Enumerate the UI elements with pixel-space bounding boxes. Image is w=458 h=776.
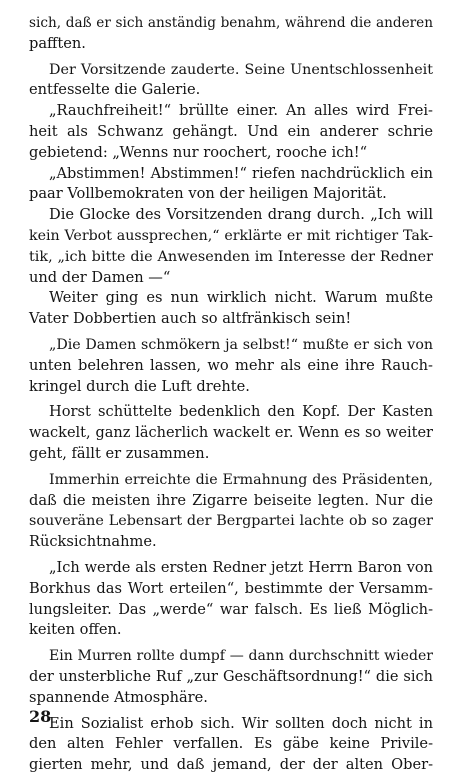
- text-line: unten belehren lassen, wo mehr als eine ihre Rauch-: [29, 356, 433, 374]
- text-line: heit als Schwanz gehängt. Und ein anderer schrie: [29, 122, 433, 140]
- text-line: Ein Murren rollte dumpf — dann durchschnitt wieder: [49, 648, 433, 665]
- text-line: Der Vorsitzende zauderte. Seine Unentschlossenheit: [49, 61, 433, 78]
- text-line: souveräne Lebensart der Bergpartei lachte ob so zager: [29, 513, 433, 530]
- body-text: [29, 13, 433, 776]
- text-line: den alten Fehler verfallen. Es gäbe keine Privile-: [29, 735, 433, 753]
- text-line: Immerhin erreichte die Ermahnung des Präsidenten,: [49, 471, 433, 488]
- text-line: „Die Damen schmökern ja selbst!“ mußte er sich von: [49, 336, 433, 353]
- text-line: „Ich werde als ersten Redner jetzt Herrn Baron von: [49, 559, 433, 576]
- text-line: kringel durch die Luft drehte.: [29, 377, 250, 395]
- text-line: wackelt, ganz lächerlich wackelt er. Wenn es so weiter: [29, 425, 433, 442]
- text-line: pafften.: [29, 34, 86, 52]
- text-line: „Rauchfreiheit!“ brüllte einer. An alles wird Frei-: [49, 102, 433, 120]
- text-line: „Abstimmen! Abstimmen!“ riefen nachdrücklich ein: [49, 165, 433, 182]
- text-line: Weiter ging es nun wirklich nicht. Warum mußte: [49, 289, 433, 307]
- text-line: Rücksichtnahme.: [29, 533, 157, 551]
- text-line: Borkhus das Wort erteilen“, bestimmte der Versamm-: [29, 579, 433, 597]
- page-number: 28: [29, 707, 52, 726]
- text-line: Horst schüttelte bedenklich den Kopf. Der Kasten: [49, 403, 433, 421]
- text-line: spannende Atmosphäre.: [29, 688, 208, 706]
- text-line: der unsterbliche Ruf „zur Geschäftsordnung!“ die sich: [29, 668, 433, 685]
- text-line: Die Glocke des Vorsitzenden drang durch. „Ich will: [49, 206, 433, 224]
- text-line: tik, „ich bitte die Anwesenden im Interesse der Redner: [29, 248, 433, 265]
- text-line: gierten mehr, und daß jemand, der der alten Ober-: [29, 756, 433, 774]
- text-line: paar Vollbemokraten von der heiligen Majorität.: [29, 185, 387, 203]
- text-line: keiten offen.: [29, 621, 122, 639]
- text-line: Ein Sozialist erhob sich. Wir sollten doch nicht in: [49, 714, 433, 732]
- text-line: gebietend: „Wenns nur roochert, rooche ich!“: [29, 143, 368, 161]
- text-line: sich, daß er sich anständig benahm, während die anderen: [29, 15, 433, 31]
- text-line: daß die meisten ihre Zigarre beiseite legten. Nur die: [29, 491, 433, 509]
- text-line: Vater Dobbertien auch so altfränkisch sein!: [29, 310, 352, 328]
- text-line: entfesselte die Galerie.: [29, 81, 201, 99]
- text-line: und der Damen —“: [29, 268, 171, 286]
- text-line: kein Verbot aussprechen,“ erklärte er mit richtiger Tak-: [29, 227, 433, 244]
- text-line: geht, fällt er zusammen.: [29, 444, 210, 462]
- text-line: lungsleiter. Das „werde“ war falsch. Es ließ Möglich-: [29, 600, 433, 618]
